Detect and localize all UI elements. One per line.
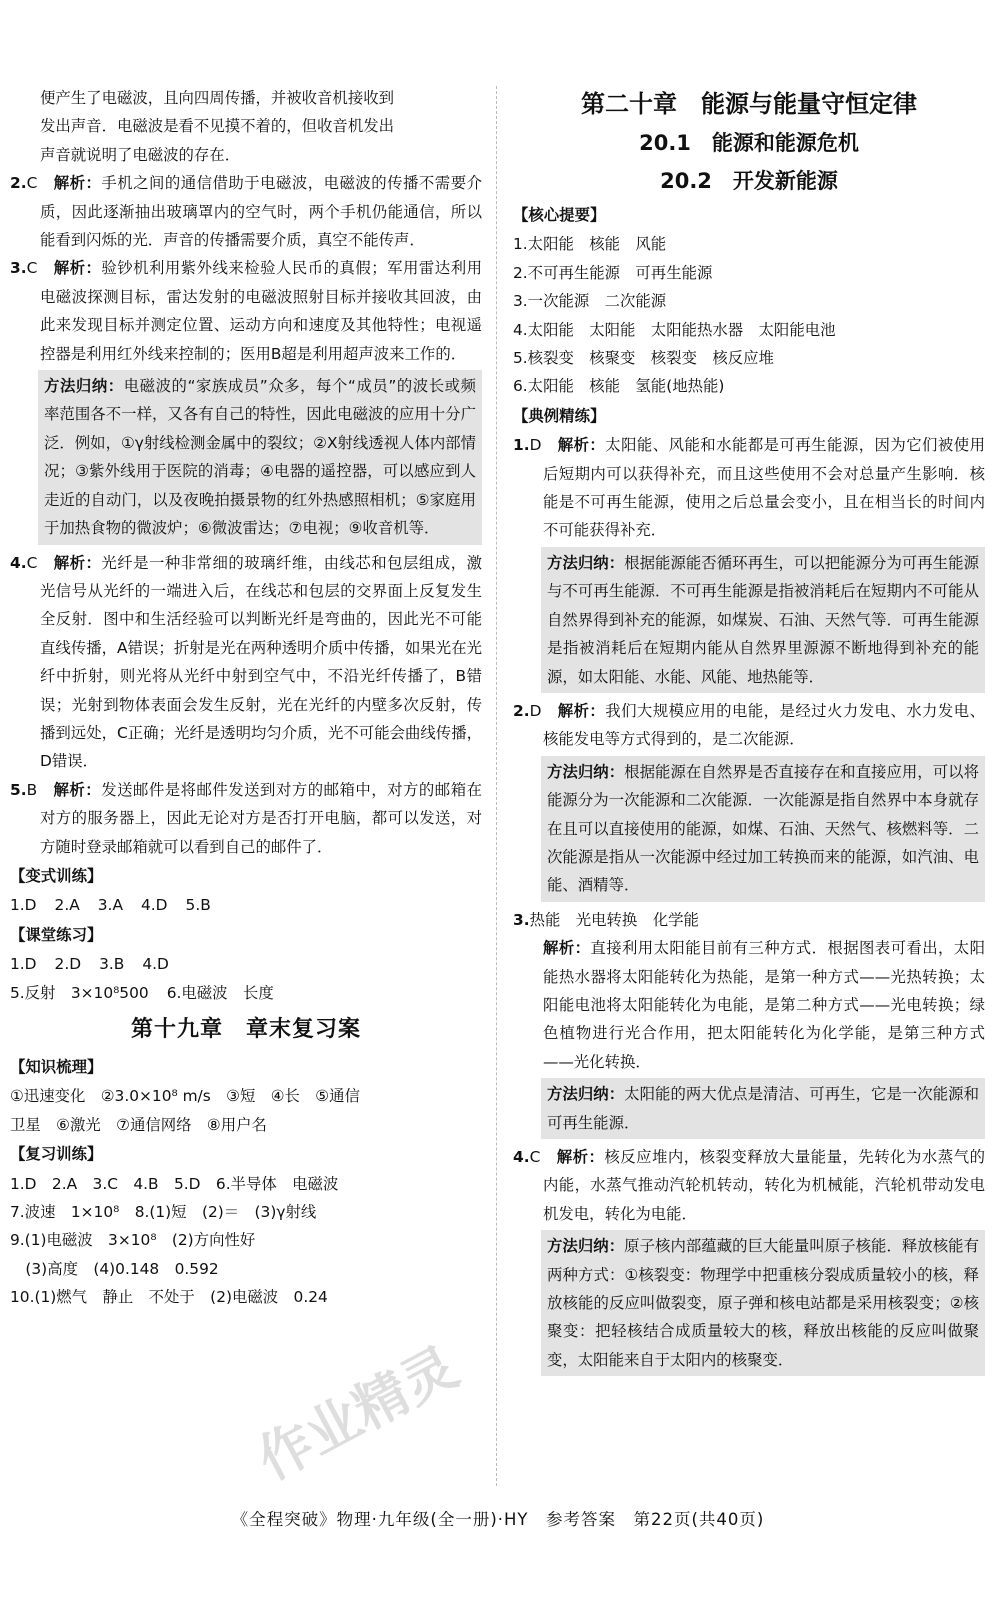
answer-item-4: 4.C 解析：光纤是一种非常细的玻璃纤维，由线芯和包层组成，激光信号从光纤的一端进入后，在线芯和包层的交界面上反复发生全反射．图中和生活经验可以判断光纤是弯曲的，因此光不可能直线传播，A错误；折射是光在两种透明介质中传播，如果光在光纤中折射，则光将从光纤中射到空气中，不沿光纤传播了，B错误；光射到物体表面会发生反射，光在光纤的内壁多次反射，传播到远处，C正确；光纤是透明均匀介质，光不可能会曲线传播，D错误． xyxy=(10,553,482,771)
core-line: 4.太阳能 太阳能 太阳能热水器 太阳能电池 xyxy=(513,320,836,339)
answer-item-5: 5.B 解析：发送邮件是将邮件发送到对方的邮箱中，对方的邮箱在对方的服务器上，因此无论对方是否打开电脑，都可以发送，对方随时登录邮箱就可以看到自己的邮件了． xyxy=(10,780,482,856)
knowledge-line: ①迅速变化 ②3.0×10⁸ m/s ③短 ④长 ⑤通信 xyxy=(10,1087,360,1106)
example-item-2: 2.D 解析：我们大规模应用的电能，是经过火力发电、水力发电、核能发电等方式得到的，是二次能源． xyxy=(513,701,985,749)
section-20-2-title: 20.2 开发新能源 xyxy=(660,169,838,193)
core-line: 6.太阳能 核能 氢能(地热能) xyxy=(513,377,725,396)
review-line: 9.(1)电磁波 3×10⁸ (2)方向性好 xyxy=(10,1231,256,1250)
answer-row: 1.D 2.D 3.B 4.D xyxy=(10,955,169,974)
chapter-20-title: 第二十章 能源与能量守恒定律 xyxy=(581,90,917,118)
example-item-3-analysis: 解析：直接利用太阳能目前有三种方式．根据图表可看出，太阳能热水器将太阳能转化为热能，是第一种方式——光热转换；太阳能电池将太阳能转化为电能，是第二种方式——光电转换；绿色植物进行光合作用，把太阳能转化为化学能，是第三种方式——光化转换． xyxy=(543,939,985,1071)
review-line: 1.D 2.A 3.C 4.B 5.D 6.半导体 电磁波 xyxy=(10,1174,339,1193)
core-line: 2.不可再生能源 可再生能源 xyxy=(513,263,713,282)
core-line: 5.核裂变 核聚变 核裂变 核反应堆 xyxy=(513,349,774,368)
answer-item-2: 2.C 解析：手机之间的通信借助于电磁波，电磁波的传播不需要介质，因此逐渐抽出玻璃罩内的空气时，两个手机仍能通信，所以能看到闪烁的光．声音的传播需要介质，真空不能传声． xyxy=(10,174,482,250)
section-tag-knowledge-review: 【知识梳理】 xyxy=(10,1058,103,1076)
core-line: 1.太阳能 核能 风能 xyxy=(513,235,667,254)
page-footer: 《全程突破》物理·九年级(全一册)·HY 参考答案 第22页(共40页) xyxy=(231,1510,765,1529)
method-summary-box: 方法归纳：根据能源在自然界是否直接存在和直接应用，可以将能源分为一次能源和二次能源．一次能源是指自然界中本身就存在且可以直接使用的能源，如煤、石油、天然气、核燃料等．二次能源是指从一次能源中经过加工转换而来的能源，如汽油、电能、酒精等． xyxy=(541,756,985,902)
section-tag-class-practice: 【课堂练习】 xyxy=(10,925,103,944)
left-column xyxy=(10,84,482,1312)
review-line: 7.波速 1×10⁸ 8.(1)短 (2)＝ (3)γ射线 xyxy=(10,1203,317,1222)
answer-item-3: 3.C 解析：验钞机利用紫外线来检验人民币的真假；军用雷达利用电磁波探测目标，雷达发射的电磁波照射目标并接收其回波，由此来发现目标并测定位置、运动方向和速度及其他特性；电视遥控器是利用红外线来控制的；医用B超是利用超声波来工作的． xyxy=(10,259,482,363)
method-summary-box: 方法归纳：根据能源能否循环再生，可以把能源分为可再生能源与不可再生能源．不可再生能源是指被消耗后在短期内不可能从自然界得到补充的能源，如煤炭、石油、天然气等．可再生能源是指被消耗后在短期内能从自然界里源源不断地得到补充的能源，如太阳能、水能、风能、地热能等． xyxy=(541,547,985,693)
column-divider xyxy=(496,86,497,1486)
example-item-3: 3.热能 光电转换 化学能 xyxy=(513,910,699,929)
continued-line: 便产生了电磁波，且向四周传播，并被收音机接收到 xyxy=(40,89,394,107)
watermark: 作业精灵 xyxy=(247,1335,468,1493)
example-item-1: 1.D 解析：太阳能、风能和水能都是可再生能源，因为它们被使用后短期内可以获得补充，而且这些使用不会对总量产生影响．核能是不可再生能源，使用之后总量会变小，且在相当长的时间内不可能获得补充． xyxy=(513,436,985,540)
right-column xyxy=(513,84,985,1380)
knowledge-line: 卫星 ⑥激光 ⑦通信网络 ⑧用户名 xyxy=(10,1115,267,1134)
continued-line: 发出声音．电磁波是看不见摸不着的，但收音机发出 xyxy=(40,117,394,136)
review-line: (3)高度 (4)0.148 0.592 xyxy=(10,1259,219,1278)
chapter-19-title: 第十九章 章末复习案 xyxy=(130,1017,361,1042)
method-summary-box: 方法归纳：太阳能的两大优点是清洁、可再生，它是一次能源和可再生能源． xyxy=(541,1078,985,1139)
answer-row: 1.D 2.A 3.A 4.D 5.B xyxy=(10,896,211,915)
section-20-1-title: 20.1 能源和能源危机 xyxy=(639,131,859,155)
section-tag-typical-examples: 【典例精练】 xyxy=(513,406,606,425)
method-summary-box: 方法归纳：电磁波的“家族成员”众多，每个“成员”的波长或频率范围各不一样，又各有自己的特性，因此电磁波的应用十分广泛．例如，①γ射线检测金属中的裂纹；②X射线透视人体内部情况；③紫外线用于医院的消毒；④电器的遥控器，可以感应到人走近的自动门，以及夜晚拍摄景物的红外热感照相机；⑤家庭用于加热食物的微波炉；⑥微波雷达；⑦电视；⑨收音机等． xyxy=(38,370,482,544)
core-line: 3.一次能源 二次能源 xyxy=(513,292,667,311)
section-tag-review-training: 【复习训练】 xyxy=(10,1145,103,1164)
continued-line: 声音就说明了电磁波的存在． xyxy=(40,145,241,164)
answer-row: 5.反射 3×10⁸500 6.电磁波 长度 xyxy=(10,983,274,1002)
section-tag-variant-training: 【变式训练】 xyxy=(10,866,103,885)
section-tag-core-points: 【核心提要】 xyxy=(513,206,606,224)
example-item-4: 4.C 解析：核反应堆内，核裂变释放大量能量，先转化为水蒸气的内能，水蒸气推动汽轮机转动，转化为机械能，汽轮机带动发电机发电，转化为电能． xyxy=(513,1148,985,1223)
method-summary-box: 方法归纳：原子核内部蕴藏的巨大能量叫原子核能．释放核能有两种方式：①核裂变：物理学中把重核分裂成质量较小的核，释放核能的反应叫做裂变，原子弹和核电站都是采用核裂变；②核聚变：把轻核结合成质量较大的核，释放出核能的反应叫做聚变，太阳能来自于太阳内的核聚变． xyxy=(541,1230,985,1376)
review-line: 10.(1)燃气 静止 不处于 (2)电磁波 0.24 xyxy=(10,1288,328,1307)
